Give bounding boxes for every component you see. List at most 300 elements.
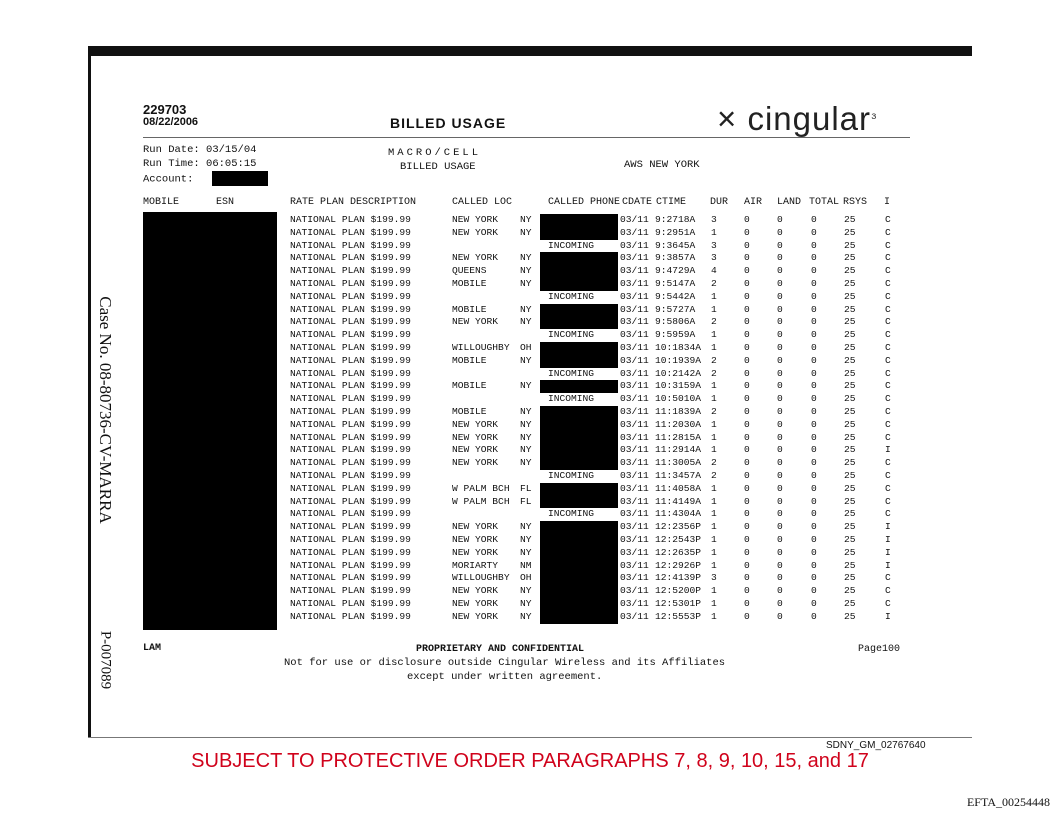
cell-date: 03/11 (620, 290, 649, 302)
cell-total: 0 (811, 431, 817, 443)
cell-i: C (885, 418, 891, 430)
cell-dur: 1 (711, 393, 717, 405)
cell-st: NY (520, 214, 532, 225)
cell-total: 0 (811, 354, 817, 366)
cell-total: 0 (811, 444, 817, 456)
cell-date: 03/11 (620, 546, 649, 558)
cell-dur: 3 (711, 239, 717, 251)
cell-total: 0 (811, 495, 817, 507)
cell-total: 0 (811, 418, 817, 430)
cell-air: 0 (744, 405, 750, 417)
table-row (0, 521, 1060, 534)
cell-date: 03/11 (620, 495, 649, 507)
cell-rsys: 25 (844, 393, 856, 405)
called-phone-redaction (540, 419, 618, 432)
cell-loc: MOBILE (452, 354, 487, 366)
cell-air: 0 (744, 239, 750, 251)
cell-time: 12:5200P (655, 585, 702, 597)
cell-air: 0 (744, 341, 750, 353)
cell-phone: INCOMING (548, 239, 595, 251)
cell-dur: 1 (711, 431, 717, 443)
cell-time: 12:2926P (655, 559, 702, 571)
cell-dur: 1 (711, 546, 717, 558)
cell-rsys: 25 (844, 239, 856, 251)
cell-dur: 1 (711, 610, 717, 622)
cell-date: 03/11 (620, 252, 649, 264)
logo-text: cingular (747, 100, 872, 137)
cell-loc: NEW YORK (452, 226, 499, 238)
macro-cell-title: MACRO/CELL (388, 147, 482, 159)
cell-date: 03/11 (620, 431, 649, 443)
col-total: TOTAL (809, 197, 840, 208)
table-row (0, 585, 1060, 598)
cell-total: 0 (811, 469, 817, 481)
cell-st: NY (520, 585, 532, 597)
cell-plan: NATIONAL PLAN $199.99 (290, 559, 411, 571)
cell-date: 03/11 (620, 610, 649, 622)
cell-air: 0 (744, 380, 750, 392)
cell-air: 0 (744, 354, 750, 366)
cell-air: 0 (744, 265, 750, 277)
cell-time: 11:3005A (655, 457, 702, 469)
cell-air: 0 (744, 469, 750, 481)
cell-time: 11:2815A (655, 431, 702, 443)
cell-dur: 1 (711, 585, 717, 597)
cell-total: 0 (811, 341, 817, 353)
cell-total: 0 (811, 303, 817, 315)
cell-air: 0 (744, 521, 750, 533)
cell-air: 0 (744, 393, 750, 405)
cell-total: 0 (811, 239, 817, 251)
cell-total: 0 (811, 214, 817, 225)
cell-date: 03/11 (620, 457, 649, 469)
cell-date: 03/11 (620, 265, 649, 277)
cell-land: 0 (777, 508, 783, 520)
called-phone-redaction (540, 380, 618, 393)
cell-date: 03/11 (620, 585, 649, 597)
cell-st: NY (520, 533, 532, 545)
table-row (0, 368, 1060, 381)
cell-total: 0 (811, 226, 817, 238)
cell-time: 11:1839A (655, 405, 702, 417)
cell-total: 0 (811, 405, 817, 417)
cell-st: FL (520, 482, 532, 494)
cell-i: C (885, 265, 891, 277)
table-row (0, 432, 1060, 445)
cell-land: 0 (777, 469, 783, 481)
cell-plan: NATIONAL PLAN $199.99 (290, 277, 411, 289)
called-phone-redaction (540, 598, 618, 611)
cell-plan: NATIONAL PLAN $199.99 (290, 316, 411, 328)
cell-land: 0 (777, 214, 783, 225)
cell-plan: NATIONAL PLAN $199.99 (290, 482, 411, 494)
cell-date: 03/11 (620, 418, 649, 430)
cell-plan: NATIONAL PLAN $199.99 (290, 572, 411, 584)
page-title: BILLED USAGE (390, 115, 507, 131)
cell-dur: 1 (711, 303, 717, 315)
cell-phone: INCOMING (548, 508, 595, 520)
cell-dur: 1 (711, 482, 717, 494)
cell-loc: WILLOUGHBY (452, 341, 510, 353)
cell-loc: QUEENS (452, 265, 487, 277)
col-called-loc: CALLED LOC (452, 197, 513, 208)
cell-date: 03/11 (620, 316, 649, 328)
cell-plan: NATIONAL PLAN $199.99 (290, 533, 411, 545)
cell-i: I (885, 521, 891, 533)
cell-i: I (885, 444, 891, 456)
cell-plan: NATIONAL PLAN $199.99 (290, 252, 411, 264)
cell-rsys: 25 (844, 226, 856, 238)
cell-dur: 1 (711, 495, 717, 507)
cell-loc: WILLOUGHBY (452, 572, 510, 584)
cell-i: C (885, 239, 891, 251)
table-row (0, 355, 1060, 368)
cell-loc: MOBILE (452, 380, 487, 392)
cell-st: NY (520, 610, 532, 622)
table-row (0, 496, 1060, 509)
cell-loc: NEW YORK (452, 597, 499, 609)
cell-time: 12:5301P (655, 597, 702, 609)
cell-rsys: 25 (844, 354, 856, 366)
cell-land: 0 (777, 482, 783, 494)
cell-dur: 1 (711, 226, 717, 238)
cell-st: NY (520, 418, 532, 430)
cell-st: NM (520, 559, 532, 571)
cell-plan: NATIONAL PLAN $199.99 (290, 226, 411, 238)
cell-plan: NATIONAL PLAN $199.99 (290, 431, 411, 443)
cell-time: 12:2543P (655, 533, 702, 545)
cell-dur: 1 (711, 444, 717, 456)
cell-dur: 2 (711, 277, 717, 289)
cell-time: 9:5727A (655, 303, 696, 315)
cell-loc: NEW YORK (452, 521, 499, 533)
cell-st: NY (520, 316, 532, 328)
cell-st: NY (520, 597, 532, 609)
cell-land: 0 (777, 239, 783, 251)
cell-date: 03/11 (620, 303, 649, 315)
cell-air: 0 (744, 585, 750, 597)
cell-dur: 1 (711, 418, 717, 430)
cell-loc: NEW YORK (452, 444, 499, 456)
cell-loc: NEW YORK (452, 431, 499, 443)
cell-rsys: 25 (844, 380, 856, 392)
cell-land: 0 (777, 405, 783, 417)
called-phone-redaction (540, 355, 618, 368)
cell-dur: 1 (711, 521, 717, 533)
cell-plan: NATIONAL PLAN $199.99 (290, 444, 411, 456)
table-row (0, 406, 1060, 419)
table-row (0, 227, 1060, 240)
cell-land: 0 (777, 533, 783, 545)
cell-date: 03/11 (620, 444, 649, 456)
run-info (143, 143, 268, 186)
called-phone-redaction (540, 278, 618, 291)
cingular-mark-icon: × (717, 100, 738, 137)
cell-air: 0 (744, 252, 750, 264)
cell-land: 0 (777, 303, 783, 315)
cell-rsys: 25 (844, 214, 856, 225)
cell-rsys: 25 (844, 277, 856, 289)
col-mobile: MOBILE (143, 197, 180, 208)
usage-table (0, 214, 1060, 624)
cell-land: 0 (777, 431, 783, 443)
region-label: AWS NEW YORK (624, 159, 700, 171)
cell-date: 03/11 (620, 508, 649, 520)
cell-total: 0 (811, 559, 817, 571)
cingular-logo: × cingular$^{_3}$ (717, 100, 878, 137)
cell-st: OH (520, 341, 532, 353)
cell-land: 0 (777, 354, 783, 366)
cell-time: 9:5806A (655, 316, 696, 328)
cell-i: C (885, 252, 891, 264)
cell-rsys: 25 (844, 469, 856, 481)
cell-date: 03/11 (620, 482, 649, 494)
cell-time: 11:2914A (655, 444, 702, 456)
cell-rsys: 25 (844, 444, 856, 456)
cell-st: NY (520, 354, 532, 366)
cell-date: 03/11 (620, 354, 649, 366)
col-i: I (884, 197, 891, 208)
called-phone-redaction (540, 572, 618, 585)
footer-disclaimer-1: Not for use or disclosure outside Cingular Wireless and its Affiliates (284, 657, 726, 669)
called-phone-redaction (540, 252, 618, 265)
cell-plan: NATIONAL PLAN $199.99 (290, 354, 411, 366)
cell-plan: NATIONAL PLAN $199.99 (290, 610, 411, 622)
cell-loc: NEW YORK (452, 252, 499, 264)
called-phone-redaction (540, 483, 618, 496)
cell-i: C (885, 290, 891, 302)
cell-time: 11:4149A (655, 495, 702, 507)
cell-i: I (885, 546, 891, 558)
cell-time: 10:2142A (655, 367, 702, 379)
cell-i: I (885, 610, 891, 622)
cell-total: 0 (811, 329, 817, 341)
cell-plan: NATIONAL PLAN $199.99 (290, 405, 411, 417)
cell-land: 0 (777, 610, 783, 622)
cell-i: C (885, 354, 891, 366)
cell-air: 0 (744, 610, 750, 622)
cell-total: 0 (811, 521, 817, 533)
cell-st: NY (520, 546, 532, 558)
cell-dur: 2 (711, 367, 717, 379)
cell-air: 0 (744, 277, 750, 289)
cell-plan: NATIONAL PLAN $199.99 (290, 239, 411, 251)
cell-st: NY (520, 265, 532, 277)
cell-dur: 1 (711, 508, 717, 520)
cell-plan: NATIONAL PLAN $199.99 (290, 508, 411, 520)
cell-land: 0 (777, 367, 783, 379)
cell-total: 0 (811, 277, 817, 289)
cell-air: 0 (744, 597, 750, 609)
cell-time: 12:2635P (655, 546, 702, 558)
cell-phone: INCOMING (548, 393, 595, 405)
col-dur: DUR (710, 197, 729, 208)
cell-dur: 1 (711, 559, 717, 571)
cell-i: C (885, 572, 891, 584)
cell-land: 0 (777, 393, 783, 405)
table-row (0, 547, 1060, 560)
cell-loc: NEW YORK (452, 533, 499, 545)
cell-plan: NATIONAL PLAN $199.99 (290, 457, 411, 469)
cell-i: C (885, 303, 891, 315)
col-rate-plan: RATE PLAN DESCRIPTION (290, 197, 417, 208)
cell-air: 0 (744, 546, 750, 558)
cell-date: 03/11 (620, 405, 649, 417)
cell-dur: 1 (711, 341, 717, 353)
cell-rsys: 25 (844, 610, 856, 622)
called-phone-redaction (540, 444, 618, 457)
col-air: AIR (744, 197, 763, 208)
table-row (0, 265, 1060, 278)
cell-plan: NATIONAL PLAN $199.99 (290, 393, 411, 405)
report-date: 08/22/2006 (143, 116, 199, 128)
cell-land: 0 (777, 597, 783, 609)
cell-dur: 1 (711, 597, 717, 609)
macro-cell-subtitle: BILLED USAGE (400, 161, 476, 173)
table-row (0, 444, 1060, 457)
cell-phone: INCOMING (548, 367, 595, 379)
cell-total: 0 (811, 585, 817, 597)
cell-rsys: 25 (844, 533, 856, 545)
called-phone-redaction (540, 342, 618, 355)
cell-loc: MORIARTY (452, 559, 499, 571)
cell-i: C (885, 367, 891, 379)
cell-total: 0 (811, 316, 817, 328)
cell-time: 9:5147A (655, 277, 696, 289)
cell-st: NY (520, 303, 532, 315)
cell-dur: 1 (711, 533, 717, 545)
cell-i: C (885, 329, 891, 341)
cell-plan: NATIONAL PLAN $199.99 (290, 290, 411, 302)
cell-date: 03/11 (620, 559, 649, 571)
cell-date: 03/11 (620, 393, 649, 405)
cell-land: 0 (777, 585, 783, 597)
cell-plan: NATIONAL PLAN $199.99 (290, 367, 411, 379)
cell-time: 10:5010A (655, 393, 702, 405)
cell-air: 0 (744, 226, 750, 238)
cell-rsys: 25 (844, 418, 856, 430)
footer-disclaimer-2: except under written agreement. (407, 671, 603, 683)
table-row (0, 393, 1060, 406)
cell-total: 0 (811, 393, 817, 405)
table-row (0, 483, 1060, 496)
cell-air: 0 (744, 559, 750, 571)
cell-air: 0 (744, 572, 750, 584)
cell-date: 03/11 (620, 226, 649, 238)
table-row (0, 214, 1060, 227)
cell-land: 0 (777, 252, 783, 264)
cell-rsys: 25 (844, 405, 856, 417)
efta-number: EFTA_00254448 (966, 795, 1050, 809)
cell-rsys: 25 (844, 341, 856, 353)
cell-land: 0 (777, 341, 783, 353)
cell-plan: NATIONAL PLAN $199.99 (290, 546, 411, 558)
run-date: 03/15/04 (206, 144, 257, 156)
cell-st: NY (520, 380, 532, 392)
cell-air: 0 (744, 533, 750, 545)
cell-loc: NEW YORK (452, 316, 499, 328)
cell-rsys: 25 (844, 303, 856, 315)
table-row (0, 252, 1060, 265)
cell-plan: NATIONAL PLAN $199.99 (290, 380, 411, 392)
cell-air: 0 (744, 508, 750, 520)
cell-total: 0 (811, 482, 817, 494)
cell-rsys: 25 (844, 457, 856, 469)
cell-time: 9:4729A (655, 265, 696, 277)
cell-time: 10:1834A (655, 341, 702, 353)
table-row (0, 508, 1060, 521)
run-time: 06:05:15 (206, 158, 257, 170)
cell-time: 11:4304A (655, 508, 702, 520)
account-label: Account: (143, 173, 194, 186)
cell-st: NY (520, 277, 532, 289)
called-phone-redaction (540, 316, 618, 329)
cell-time: 9:3857A (655, 252, 696, 264)
cell-total: 0 (811, 508, 817, 520)
table-row (0, 611, 1060, 624)
called-phone-redaction (540, 496, 618, 509)
cell-i: C (885, 405, 891, 417)
cell-phone: INCOMING (548, 290, 595, 302)
called-phone-redaction (540, 214, 618, 227)
cell-total: 0 (811, 572, 817, 584)
cell-loc: NEW YORK (452, 546, 499, 558)
cell-i: C (885, 482, 891, 494)
cell-total: 0 (811, 533, 817, 545)
cell-rsys: 25 (844, 252, 856, 264)
cell-rsys: 25 (844, 521, 856, 533)
cell-land: 0 (777, 418, 783, 430)
cell-time: 10:1939A (655, 354, 702, 366)
cell-st: NY (520, 444, 532, 456)
cell-total: 0 (811, 546, 817, 558)
cell-dur: 2 (711, 316, 717, 328)
cell-air: 0 (744, 457, 750, 469)
cell-i: C (885, 457, 891, 469)
cell-plan: NATIONAL PLAN $199.99 (290, 214, 411, 225)
called-phone-redaction (540, 304, 618, 317)
cell-phone: INCOMING (548, 329, 595, 341)
cell-air: 0 (744, 444, 750, 456)
cell-air: 0 (744, 329, 750, 341)
footer-proprietary: PROPRIETARY AND CONFIDENTIAL (416, 644, 585, 655)
cell-loc: W PALM BCH (452, 482, 510, 494)
cell-st: NY (520, 252, 532, 264)
cell-rsys: 25 (844, 597, 856, 609)
cell-i: C (885, 469, 891, 481)
cell-air: 0 (744, 495, 750, 507)
cell-time: 10:3159A (655, 380, 702, 392)
cell-rsys: 25 (844, 431, 856, 443)
cell-rsys: 25 (844, 290, 856, 302)
table-row (0, 560, 1060, 573)
cell-land: 0 (777, 329, 783, 341)
cell-phone: INCOMING (548, 469, 595, 481)
cell-air: 0 (744, 367, 750, 379)
cell-plan: NATIONAL PLAN $199.99 (290, 329, 411, 341)
col-cdate: CDATE (622, 197, 653, 208)
table-row (0, 419, 1060, 432)
cell-i: C (885, 316, 891, 328)
col-rsys: RSYS (843, 197, 868, 208)
cell-rsys: 25 (844, 559, 856, 571)
run-date-label: Run Date: (143, 144, 200, 156)
cell-plan: NATIONAL PLAN $199.99 (290, 341, 411, 353)
cell-loc: MOBILE (452, 277, 487, 289)
cell-time: 12:2356P (655, 521, 702, 533)
cell-loc: W PALM BCH (452, 495, 510, 507)
cell-plan: NATIONAL PLAN $199.99 (290, 585, 411, 597)
